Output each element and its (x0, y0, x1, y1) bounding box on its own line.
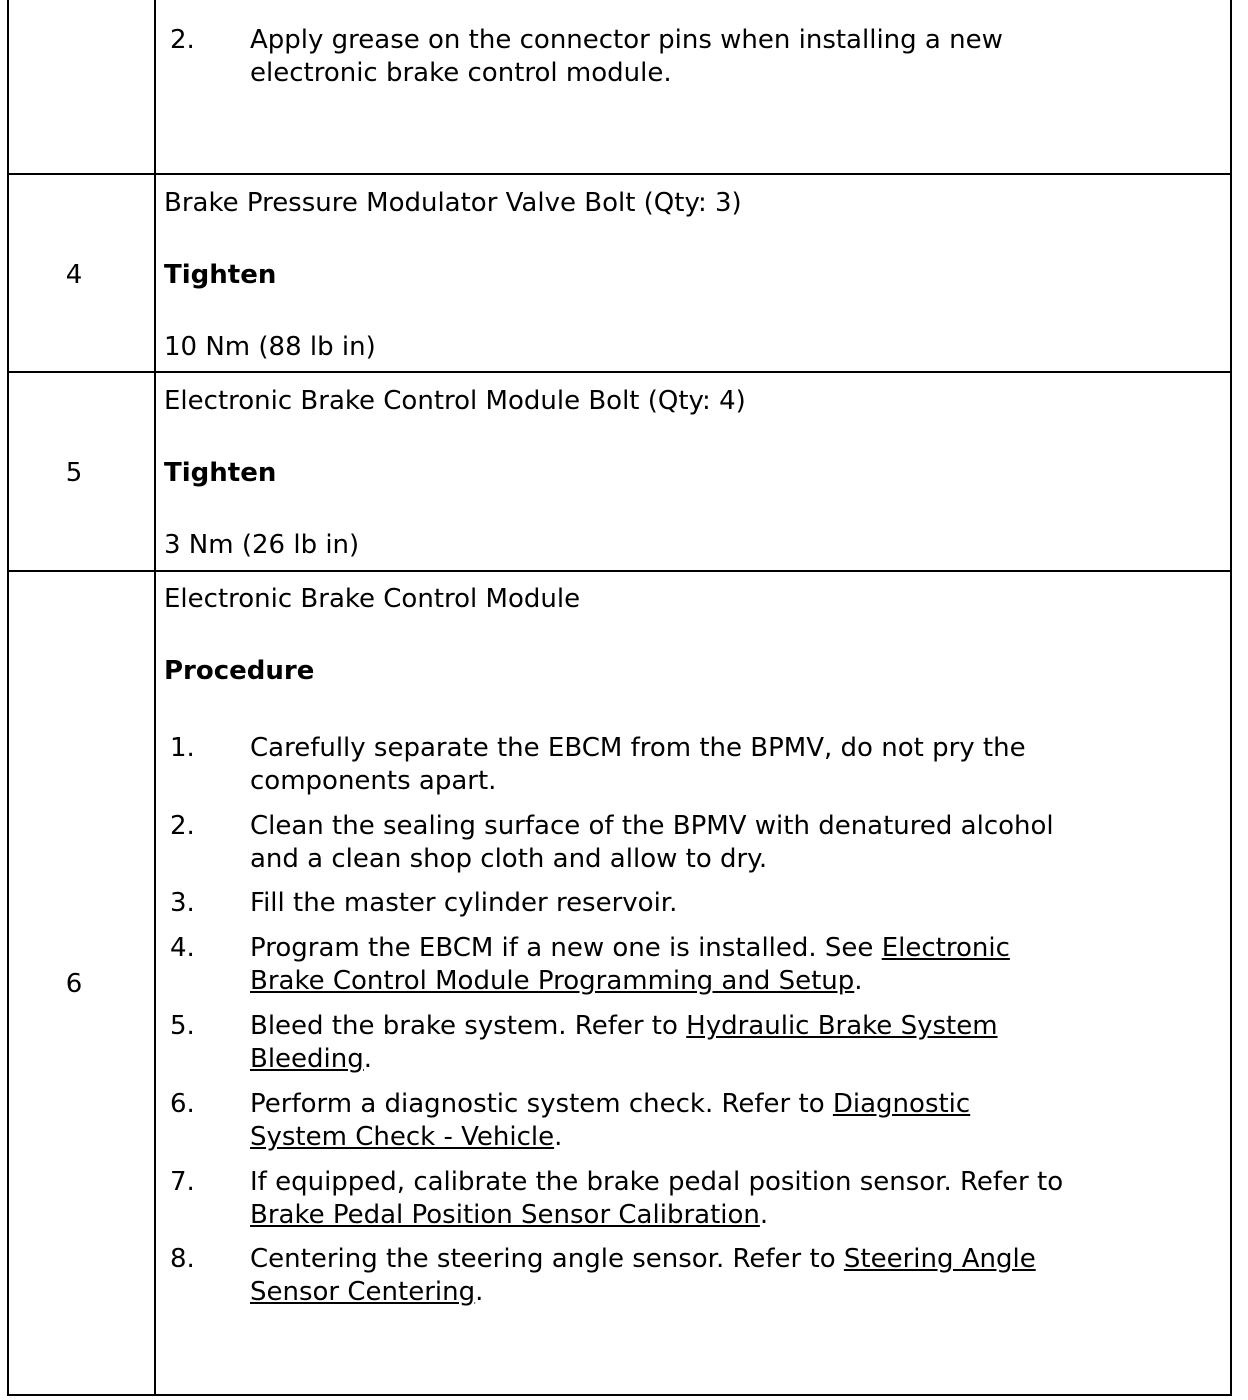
list-item-text: Carefully separate the EBCM from the BPMV, do not pry the components apart. (250, 733, 1026, 796)
list-item-text: Fill the master cylinder reservoir. (250, 888, 678, 918)
list-item-text-lead: If equipped, calibrate the brake pedal position sensor. Refer to (250, 1167, 1064, 1197)
list-item-text-trail: . (759, 1200, 769, 1230)
list-item-text-lead: Perform a diagnostic system check. Refer to (250, 1089, 833, 1119)
list-item-text (250, 1243, 1090, 1309)
list-item-number: 5. (170, 1011, 195, 1041)
list-item-text-trail: . (363, 1044, 373, 1074)
component-name: Electronic Brake Control Module (164, 584, 581, 614)
component-name: Brake Pressure Modulator Valve Bolt (Qty: 3) (164, 188, 742, 218)
list-item-text-lead: Bleed the brake system. Refer to (250, 1011, 687, 1041)
step-number: 6 (65, 969, 83, 999)
list-item-text: Clean the sealing surface of the BPMV with denatured alcohol and a clean shop cloth and allow to dry. (250, 811, 1054, 874)
list-item-number: 8. (170, 1244, 195, 1274)
table-border-bottom (7, 1394, 1232, 1396)
list-item-number: 1. (170, 733, 195, 763)
list-item-number: 7. (170, 1167, 195, 1197)
step-number: 4 (65, 260, 83, 290)
action-label: Procedure (164, 656, 315, 686)
table-border-right (1230, 0, 1232, 1396)
list-item-text-trail: . (854, 966, 863, 996)
row-divider (7, 570, 1232, 572)
table-border-left (7, 0, 9, 1396)
list-item-text-trail: . (475, 1277, 484, 1307)
list-item-number: 3. (170, 888, 195, 918)
list-item-number: 6. (170, 1089, 195, 1119)
list-item-text (250, 932, 1050, 998)
ebcm-programming-link[interactable]: Electronic Brake Control Module Programming and Setup (250, 933, 1010, 996)
row-divider (7, 371, 1232, 373)
list-item-text (250, 1010, 1040, 1076)
list-item-text-lead: Program the EBCM if a new one is installed. See (250, 933, 882, 963)
list-item-number: 2. (170, 25, 195, 55)
list-item-text-trail: . (554, 1122, 563, 1152)
list-item-number: 4. (170, 933, 195, 963)
steering-sensor-centering-link[interactable]: Steering Angle Sensor Centering (250, 1244, 1036, 1307)
action-label: Tighten (164, 260, 277, 290)
table-column-divider (154, 0, 156, 1396)
list-item-text (250, 1166, 1120, 1232)
list-item-text-lead: Centering the steering angle sensor. Refer to (250, 1244, 844, 1274)
action-label: Tighten (164, 458, 277, 488)
step-number: 5 (65, 458, 83, 488)
list-item-text (250, 1088, 1010, 1154)
list-item-text: Apply grease on the connector pins when installing a new electronic brake control module. (250, 25, 1003, 88)
component-name: Electronic Brake Control Module Bolt (Qty: 4) (164, 386, 746, 416)
row-divider (7, 173, 1232, 175)
torque-spec: 3 Nm (26 lb in) (164, 530, 360, 560)
list-item-number: 2. (170, 811, 195, 841)
brake-bleeding-link[interactable]: Hydraulic Brake System Bleeding (250, 1011, 998, 1074)
pedal-sensor-calibration-link[interactable]: Brake Pedal Position Sensor Calibration (250, 1200, 760, 1230)
diagnostic-check-link[interactable]: Diagnostic System Check - Vehicle (250, 1089, 971, 1152)
torque-spec: 10 Nm (88 lb in) (164, 332, 376, 362)
